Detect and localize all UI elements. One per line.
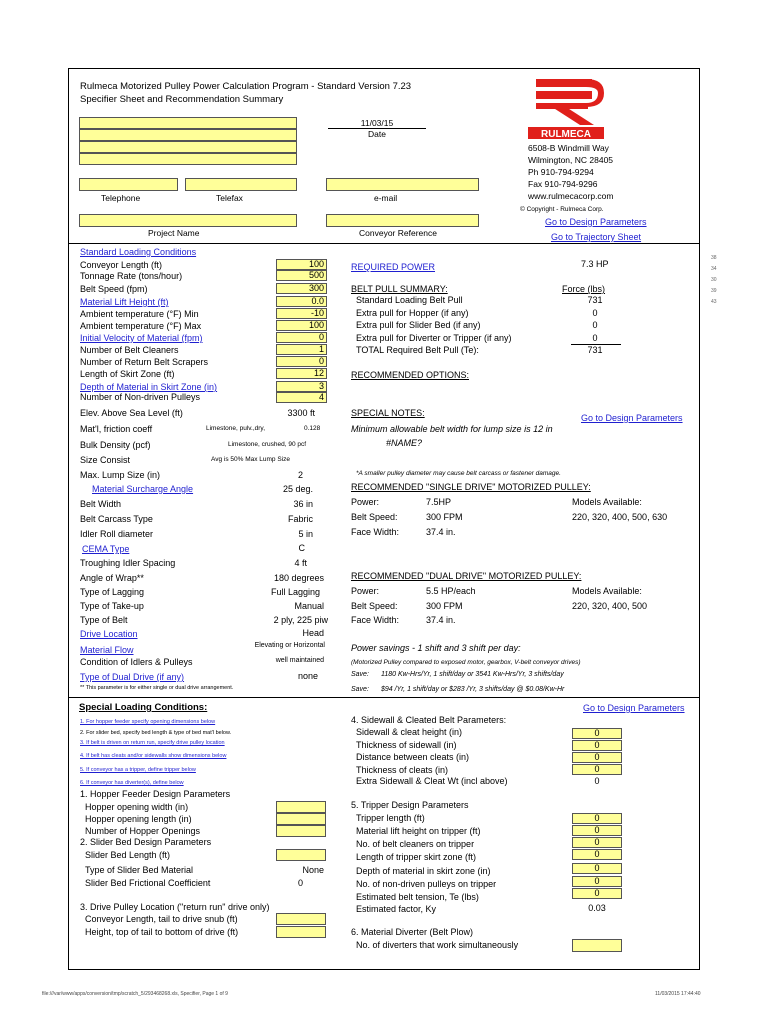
ambient-min-input[interactable]: -10: [276, 308, 327, 319]
skirt-length-input[interactable]: 12: [276, 368, 327, 379]
required-power-value: 7.3 HP: [581, 259, 609, 269]
diverter-count-input[interactable]: [572, 939, 622, 952]
slider-coeff-label: Slider Bed Frictional Coefficient: [85, 878, 211, 888]
initial-velocity-input[interactable]: 0: [276, 332, 327, 343]
diverter-heading: 6. Material Diverter (Belt Plow): [351, 927, 474, 937]
pull-diverter-label: Extra pull for Diverter or Tripper (if any): [356, 333, 512, 343]
power-savings-heading: Power savings - 1 shift and 3 shift per day:: [351, 643, 521, 653]
tripper-tension-label: Estimated belt tension, Te (lbs): [356, 892, 479, 902]
customer-city-field[interactable]: [79, 153, 297, 165]
tripper-depth-label: Depth of material in skirt zone (in): [356, 866, 491, 876]
customer-name-field[interactable]: [79, 117, 297, 129]
dual-models-value: 220, 320, 400, 500: [572, 601, 648, 611]
pull-hopper-value: 0: [592, 308, 598, 318]
email-field[interactable]: [326, 178, 479, 191]
single-face-label: Face Width:: [351, 527, 400, 537]
ambient-max-label: Ambient temperature (°F) Max: [80, 321, 202, 331]
tripper-cleaners-label: No. of belt cleaners on tripper: [356, 839, 475, 849]
condition-value: well maintained: [275, 657, 324, 664]
belt-pull-summary-label: BELT PULL SUMMARY:: [351, 284, 448, 294]
hopper-width-label: Hopper opening width (in): [85, 802, 189, 812]
tripper-lift-label: Material lift height on tripper (ft): [356, 826, 481, 836]
dual-speed-label: Belt Speed:: [351, 601, 398, 611]
logo-text: RULMECA: [541, 129, 591, 140]
conveyor-reference-label: Conveyor Reference: [359, 228, 437, 238]
project-name-field[interactable]: [79, 214, 297, 227]
conveyor-length-label: Conveyor Length (ft): [80, 260, 163, 270]
margin-num-5: 43: [711, 299, 717, 305]
sidewall-height-label: Sidewall & cleat height (in): [356, 727, 463, 737]
tripper-depth-input[interactable]: 0: [572, 863, 622, 874]
wrap-footnote: ** This parameter is for either single or dual drive arrangement.: [80, 685, 234, 691]
extra-sidewall-label: Extra Sidewall & Cleat Wt (incl above): [356, 776, 508, 786]
material-flow-value: Elevating or Horizontal: [254, 642, 325, 649]
size-consist-label: Size Consist: [80, 455, 131, 465]
skirt-depth-input[interactable]: 3: [276, 381, 327, 392]
non-driven-pulleys-label: Number of Non-driven Pulleys: [80, 392, 201, 402]
return-scrapers-input[interactable]: 0: [276, 356, 327, 367]
elevation-label: Elev. Above Sea Level (ft): [80, 408, 183, 418]
takeup-label: Type of Take-up: [80, 601, 144, 611]
belt-speed-label: Belt Speed (fpm): [80, 284, 148, 294]
tonnage-rate-input[interactable]: 500: [276, 270, 327, 281]
idler-roll-value: 5 in: [298, 529, 313, 539]
elevation-value: 3300 ft: [287, 408, 315, 418]
pull-total-value: 731: [587, 345, 603, 355]
drive-pulley-heading: 3. Drive Pulley Location ("return run" drive only): [80, 902, 270, 912]
save-2-label: Save:: [351, 686, 369, 693]
email-label: e-mail: [374, 193, 398, 203]
hopper-width-input[interactable]: [276, 801, 326, 813]
wrap-angle-label: Angle of Wrap**: [80, 573, 144, 583]
footer-timestamp: 11/03/2015 17:44:40: [655, 991, 701, 997]
hopper-heading: 1. Hopper Feeder Design Parameters: [80, 789, 231, 799]
margin-num-2: 34: [711, 266, 717, 272]
go-design-link-bottom[interactable]: Go to Design Parameters: [583, 703, 685, 713]
special-link-diverter[interactable]: 6. If conveyor has diverter(s), define below: [80, 780, 184, 786]
trough-spacing-value: 4 ft: [294, 558, 307, 568]
belt-speed-input[interactable]: 300: [276, 283, 327, 294]
tonnage-rate-label: Tonnage Rate (tons/hour): [80, 271, 183, 281]
surcharge-angle-link[interactable]: Material Surcharge Angle: [92, 484, 194, 494]
sidewall-thickness-label: Thickness of sidewall (in): [356, 740, 457, 750]
dual-drive-link[interactable]: Type of Dual Drive (if any): [80, 672, 185, 682]
material-flow-link[interactable]: Material Flow: [80, 645, 134, 655]
hopper-length-input[interactable]: [276, 813, 326, 825]
condition-label: Condition of Idlers & Pulleys: [80, 657, 193, 667]
pull-slider-label: Extra pull for Slider Bed (if any): [356, 320, 481, 330]
extra-sidewall-value: 0: [594, 776, 600, 786]
single-power-label: Power:: [351, 497, 380, 507]
idler-roll-label: Idler Roll diameter: [80, 529, 154, 539]
telephone-label: Telephone: [101, 193, 141, 203]
standard-loading-link[interactable]: Standard Loading Conditions: [80, 247, 197, 257]
address-line-2: Wilmington, NC 28405: [528, 155, 614, 165]
dual-face-label: Face Width:: [351, 615, 400, 625]
slider-coeff-value: 0: [298, 878, 304, 888]
lump-size-value: 2: [297, 470, 303, 480]
slider-length-input[interactable]: [276, 849, 326, 861]
pull-hopper-label: Extra pull for Hopper (if any): [356, 308, 469, 318]
special-loading-heading: Special Loading Conditions:: [79, 702, 208, 713]
mat-friction-desc: Limestone, pulv.,dry,: [206, 425, 266, 432]
force-lbs-label: Force (lbs): [562, 284, 606, 294]
return-scrapers-label: Number of Return Belt Scrapers: [80, 357, 209, 367]
drive-snub-input[interactable]: [276, 913, 326, 925]
project-name-label: Project Name: [148, 228, 200, 238]
ambient-max-input[interactable]: 100: [276, 320, 327, 331]
pull-total-label: TOTAL Required Belt Pull (Te):: [356, 345, 479, 355]
cleat-thickness-input[interactable]: 0: [572, 764, 622, 775]
drive-snub-label: Conveyor Length, tail to drive snub (ft): [85, 914, 238, 924]
margin-num-4: 39: [711, 288, 717, 294]
website-line: www.rulmecacorp.com: [528, 191, 614, 201]
small-pulley-note: *A smaller pulley diameter may cause belt carcass or fastener damage.: [356, 470, 561, 477]
customer-company-field[interactable]: [79, 129, 297, 141]
belt-type-value: 2 ply, 225 piw: [273, 615, 328, 625]
ambient-min-label: Ambient temperature (°F) Min: [80, 309, 199, 319]
hopper-count-input[interactable]: [276, 825, 326, 837]
tripper-skirt-input[interactable]: 0: [572, 849, 622, 860]
special-link-drive[interactable]: 3. If belt is driven on return run, specify drive pulley location: [80, 740, 225, 746]
date-value: 11/03/15: [360, 118, 394, 128]
dual-face-value: 37.4 in.: [426, 615, 456, 625]
hopper-count-label: Number of Hopper Openings: [85, 826, 201, 836]
carcass-type-value: Fabric: [287, 514, 313, 524]
sidewall-height-input[interactable]: 0: [572, 728, 622, 739]
slider-length-label: Slider Bed Length (ft): [85, 850, 171, 860]
conveyor-reference-field[interactable]: [326, 214, 479, 227]
footer-path: file:///var/www/apps/conversion/tmp/scratch_5/293468268.xls, Specifier, Page 1 of 9: [42, 991, 228, 997]
single-power-value: 7.5HP: [426, 497, 452, 507]
cleat-thickness-label: Thickness of cleats (in): [356, 765, 449, 775]
special-link-hopper[interactable]: 1. For hopper feeder specify opening dimensions below: [80, 719, 216, 725]
tripper-length-input[interactable]: 0: [572, 813, 622, 824]
belt-type-label: Type of Belt: [80, 615, 128, 625]
tripper-heading: 5. Tripper Design Parameters: [351, 800, 469, 810]
lagging-label: Type of Lagging: [80, 587, 145, 597]
recommended-options-label: RECOMMENDED OPTIONS:: [351, 370, 470, 380]
wrap-angle-value: 180 degrees: [273, 573, 324, 583]
material-lift-input[interactable]: 0.0: [276, 296, 327, 307]
hopper-length-label: Hopper opening length (in): [85, 814, 192, 824]
power-savings-note: (Motorized Pulley compared to exposed motor, gearbox, V-belt conveyor drives): [351, 659, 581, 666]
cema-type-value: C: [298, 543, 305, 553]
go-design-link-top[interactable]: Go to Design Parameters: [545, 217, 647, 227]
program-title: Rulmeca Motorized Pulley Power Calculation Program - Standard Version 7.23: [80, 81, 412, 92]
single-models-value: 220, 320, 400, 500, 630: [572, 512, 668, 522]
go-design-link-mid[interactable]: Go to Design Parameters: [581, 413, 683, 423]
sidewall-thickness-input[interactable]: 0: [572, 740, 622, 751]
tripper-pulleys-input[interactable]: 0: [572, 876, 622, 887]
telephone-field[interactable]: [79, 178, 178, 191]
bulk-density-desc: Limestone, crushed, 90 pcf: [228, 441, 307, 448]
drive-location-link[interactable]: Drive Location: [80, 629, 138, 639]
slider-material-label: Type of Slider Bed Material: [85, 865, 194, 875]
drive-height-label: Height, top of tail to bottom of drive (ft): [85, 927, 239, 937]
pull-standard-value: 731: [587, 295, 603, 305]
mat-friction-value: 0.128: [304, 425, 321, 432]
single-speed-label: Belt Speed:: [351, 512, 398, 522]
divider-2: [68, 697, 700, 698]
lagging-value: Full Lagging: [270, 587, 320, 597]
material-lift-link[interactable]: Material Lift Height (ft): [80, 297, 169, 307]
copyright-line: © Copyright - Rulmeca Corp.: [520, 206, 604, 213]
takeup-value: Manual: [294, 601, 324, 611]
required-power-link[interactable]: REQUIRED POWER: [351, 262, 436, 272]
tripper-lift-input[interactable]: 0: [572, 825, 622, 836]
special-link-cleats[interactable]: 4. If belt has cleats and/or sidewalls show dimensions below: [80, 753, 227, 759]
special-note-2: #NAME?: [386, 438, 423, 448]
save-1-label: Save:: [351, 671, 369, 678]
tripper-pulleys-label: No. of non-driven pulleys on tripper: [356, 879, 497, 889]
phone-line: Ph 910-794-9294: [528, 167, 594, 177]
diverter-count-label: No. of diverters that work simultaneously: [356, 940, 519, 950]
divider-1: [68, 243, 700, 244]
sidewall-heading: 4. Sidewall & Cleated Belt Parameters:: [351, 715, 507, 725]
ky-factor-value: 0.03: [588, 903, 606, 913]
tripper-length-label: Tripper length (ft): [356, 813, 425, 823]
dual-speed-value: 300 FPM: [426, 601, 463, 611]
ky-factor-label: Estimated factor, Ky: [356, 904, 437, 914]
telefax-label: Telefax: [216, 193, 243, 203]
go-trajectory-link[interactable]: Go to Trajectory Sheet: [551, 232, 642, 242]
program-subtitle: Specifier Sheet and Recommendation Summary: [80, 94, 284, 105]
special-notes-label: SPECIAL NOTES:: [351, 408, 425, 418]
dual-drive-value: none: [297, 671, 318, 681]
pull-slider-value: 0: [592, 320, 598, 330]
mat-friction-label: Mat'l, friction coeff: [80, 424, 153, 434]
special-link-slider: 2. For slider bed, specify bed length & type of bed mat'l below.: [80, 730, 232, 736]
single-speed-value: 300 FPM: [426, 512, 463, 522]
slider-heading: 2. Slider Bed Design Parameters: [80, 837, 212, 847]
cleat-distance-label: Distance between cleats (in): [356, 752, 470, 762]
initial-velocity-link[interactable]: Initial Velocity of Material (fpm): [80, 333, 203, 343]
telefax-field[interactable]: [185, 178, 297, 191]
single-drive-heading: RECOMMENDED "SINGLE DRIVE" MOTORIZED PULLEY:: [351, 482, 591, 492]
single-models-label: Models Available:: [572, 497, 642, 507]
special-link-tripper[interactable]: 5. If conveyor has a tripper, define tripper below: [80, 767, 196, 773]
bulk-density-label: Bulk Density (pcf): [80, 440, 151, 450]
cleat-distance-input[interactable]: 0: [572, 752, 622, 763]
carcass-type-label: Belt Carcass Type: [80, 514, 153, 524]
fax-line: Fax 910-794-9296: [528, 179, 598, 189]
cema-type-link[interactable]: CEMA Type: [82, 544, 130, 554]
slider-material-value: None: [302, 865, 324, 875]
dual-power-value: 5.5 HP/each: [426, 586, 476, 596]
margin-num-1: 38: [711, 255, 717, 261]
lump-size-label: Max. Lump Size (in): [80, 470, 161, 480]
margin-num-3: 30: [711, 277, 717, 283]
pull-diverter-value: 0: [592, 333, 598, 343]
tripper-skirt-label: Length of tripper skirt zone (ft): [356, 852, 477, 862]
skirt-depth-link[interactable]: Depth of Material in Skirt Zone (in): [80, 382, 218, 392]
skirt-length-label: Length of Skirt Zone (ft): [80, 369, 175, 379]
address-line-1: 6508-B Windmill Way: [528, 143, 609, 153]
belt-cleaners-label: Number of Belt Cleaners: [80, 345, 179, 355]
conveyor-length-input[interactable]: 100: [276, 259, 327, 270]
special-note-1: Minimum allowable belt width for lump size is 12 in: [351, 424, 553, 434]
drive-height-input[interactable]: [276, 926, 326, 938]
rulmeca-logo: [526, 77, 606, 141]
belt-width-value: 36 in: [293, 499, 313, 509]
drive-location-value: Head: [302, 628, 324, 638]
pull-standard-label: Standard Loading Belt Pull: [356, 295, 463, 305]
dual-drive-heading: RECOMMENDED "DUAL DRIVE" MOTORIZED PULLEY:: [351, 571, 582, 581]
tripper-tension-input[interactable]: 0: [572, 888, 622, 899]
dual-models-label: Models Available:: [572, 586, 642, 596]
save-2-value: $94 /Yr, 1 shift/day or $283 /Yr, 3 shifts/day @ $0.08/Kw-Hr: [381, 686, 565, 693]
single-face-value: 37.4 in.: [426, 527, 456, 537]
non-driven-pulleys-input[interactable]: 4: [276, 392, 327, 403]
trough-spacing-label: Troughing Idler Spacing: [80, 558, 176, 568]
date-label: Date: [368, 129, 386, 139]
belt-width-label: Belt Width: [80, 499, 122, 509]
dual-power-label: Power:: [351, 586, 380, 596]
save-1-value: 1180 Kw-Hrs/Yr, 1 shift/day or 3541 Kw-Hrs/Yr, 3 shifts/day: [381, 671, 564, 678]
surcharge-angle-value: 25 deg.: [282, 484, 313, 494]
tripper-cleaners-input[interactable]: 0: [572, 837, 622, 848]
size-consist-desc: Avg is 50% Max Lump Size: [211, 456, 290, 463]
customer-address-field[interactable]: [79, 141, 297, 153]
belt-cleaners-input[interactable]: 1: [276, 344, 327, 355]
